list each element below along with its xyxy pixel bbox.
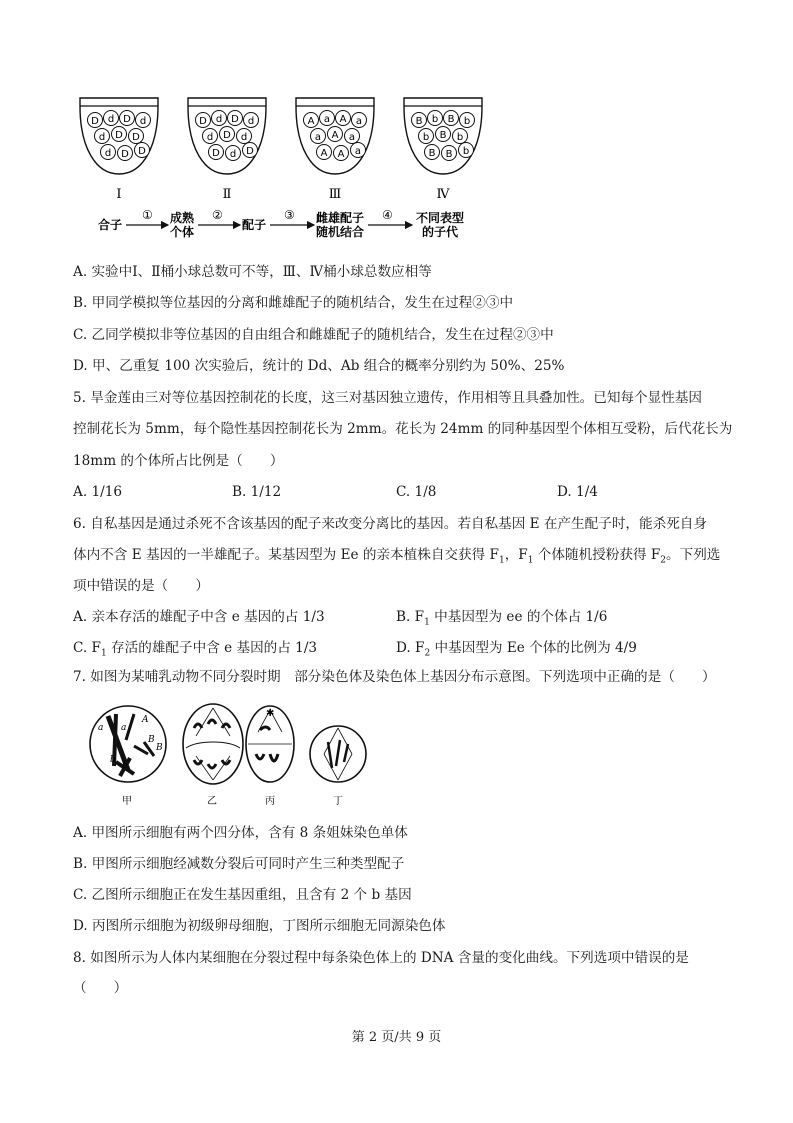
q5-stem-line-3: 18mm 的个体所占比例是（ ） xyxy=(73,453,284,469)
q5-option-c: C. 1/8 xyxy=(396,484,437,500)
q6-option-c xyxy=(73,639,317,663)
flow-step-4: ④ xyxy=(382,208,393,222)
flow-gamete: 配子 xyxy=(242,218,267,232)
gene-a-label: a xyxy=(98,723,104,733)
cell-bing xyxy=(246,706,294,807)
q8-stem-line-1: 8. 如图所示为人体内某细胞在分裂过程中每条染色体上的 DNA 含量的变化曲线。下列选项中错误的是 xyxy=(73,950,689,966)
process-flow xyxy=(98,208,464,239)
ball: A xyxy=(337,149,345,160)
ball: A xyxy=(331,130,339,141)
q6-text: 个体随机授粉获得 F xyxy=(533,547,661,563)
cell-division-figure xyxy=(86,700,376,812)
bucket-3 xyxy=(296,98,374,202)
q4-option-a: A. 实验中Ⅰ、Ⅱ桶小球总数可不等，Ⅲ、Ⅳ桶小球总数应相等 xyxy=(73,264,432,280)
q6-text: C. F xyxy=(73,640,101,656)
subscript: 1 xyxy=(498,555,505,566)
star-icon: ✱ xyxy=(266,708,275,719)
ball: d xyxy=(98,132,106,143)
cell-label: 甲 xyxy=(122,796,132,807)
q6-text: 中基因型为 Ee 个体的比例为 4/9 xyxy=(430,640,637,656)
q7-option-d: D. 丙图所示细胞为初级卵母细胞，丁图所示细胞无同源染色体 xyxy=(73,918,446,934)
ball: B xyxy=(428,148,436,159)
ball: D xyxy=(223,130,231,141)
flow-mature-1: 成熟 xyxy=(170,211,195,225)
ball: a xyxy=(348,132,356,143)
ball: B xyxy=(447,114,455,125)
q6-option-a: A. 亲本存活的雄配子中含 e 基因的占 1/3 xyxy=(73,609,325,625)
ball: B xyxy=(439,130,447,141)
subscript: 1 xyxy=(424,617,430,628)
q6-option-b xyxy=(396,608,607,632)
q4-option-d: D. 甲、乙重复 100 次实验后，统计的 Dd、Ab 组合的概率分别约为 50%、25% xyxy=(73,358,565,374)
ball: D xyxy=(115,130,123,141)
ball: d xyxy=(240,132,248,143)
ball: d xyxy=(247,116,255,127)
q6-text: B. F xyxy=(396,609,425,625)
q7-option-c: C. 乙图所示细胞正在发生基因重组，且含有 2 个 b 基因 xyxy=(73,887,412,903)
ball: a xyxy=(323,114,331,125)
q6-stem-line-3: 项中错误的是（ ） xyxy=(73,578,209,594)
q8-stem-line-2: （ ） xyxy=(73,980,128,996)
q5-option-d: D. 1/4 xyxy=(557,484,598,500)
q6-stem-line-1: 6. 自私基因是通过杀死不含该基因的配子来改变分离比的基因。若自私基因 E 在产生配子时，能杀死自身 xyxy=(73,516,707,532)
bucket-label: Ⅰ xyxy=(116,187,122,202)
gene-b-label: b xyxy=(122,761,128,771)
ball: D xyxy=(138,146,146,157)
cell-ding xyxy=(310,726,366,807)
flow-fertilization-2: 随机结合 xyxy=(316,225,365,239)
q6-text: 体内不含 E 基因的一半雄配子。某基因型为 Ee 的亲本植株自交获得 F xyxy=(73,547,499,563)
q7-stem: 7. 如图为某哺乳动物不同分裂时期 部分染色体及染色体上基因分布示意图。下列选项中正确的是（ ） xyxy=(73,669,716,685)
flow-offspring-1: 不同表型 xyxy=(416,211,465,225)
ball: a xyxy=(355,116,363,127)
flow-mature-2: 个体 xyxy=(170,225,195,239)
flow-step-2: ② xyxy=(212,208,223,222)
bucket-3-balls xyxy=(304,111,367,161)
gene-B-label: B xyxy=(148,735,155,745)
ball: d xyxy=(139,116,147,127)
cell-label: 丙 xyxy=(265,796,275,807)
q4-option-b: B. 甲同学模拟等位基因的分离和雌雄配子的随机结合，发生在过程②③中 xyxy=(73,295,514,311)
ball: a xyxy=(354,146,362,157)
q5-option-b: B. 1/12 xyxy=(232,484,282,500)
gene-b-label: b xyxy=(110,755,116,765)
bucket-1 xyxy=(80,98,158,202)
q6-option-d xyxy=(396,639,637,663)
q6-text: 中基因型为 ee 的个体占 1/6 xyxy=(429,609,608,625)
q5-stem-line-2: 控制花长为 5mm，每个隐性基因控制花长为 2mm。花长为 24mm 的同种基因型个体相互受粉，后代花长为 xyxy=(73,421,733,437)
ball: d xyxy=(206,132,214,143)
flow-fertilization-1: 雌雄配子 xyxy=(316,211,365,225)
cell-yi xyxy=(183,704,243,807)
cell-jia xyxy=(90,706,166,807)
ball: D xyxy=(132,132,140,143)
ball: B xyxy=(415,116,423,127)
ball: A xyxy=(307,116,315,127)
ball: b xyxy=(456,132,464,143)
subscript: 1 xyxy=(527,555,534,566)
bucket-label: Ⅲ xyxy=(328,187,342,202)
gene-A-label: A xyxy=(142,715,149,725)
cell-label: 乙 xyxy=(207,796,217,807)
ball: A xyxy=(339,114,347,125)
ball: b xyxy=(463,116,471,127)
flow-step-3: ③ xyxy=(284,208,295,222)
ball: D xyxy=(123,114,131,125)
ball: b xyxy=(431,114,439,125)
bucket-label: Ⅳ xyxy=(436,187,450,202)
flow-step-1: ① xyxy=(142,208,153,222)
ball: B xyxy=(445,149,453,160)
ball: D xyxy=(231,114,239,125)
bucket-figure xyxy=(70,92,490,252)
subscript: 2 xyxy=(660,555,667,566)
gene-a-label: a xyxy=(121,723,127,733)
bucket-4 xyxy=(404,98,482,202)
q6-text: 。下列选 xyxy=(666,547,721,563)
q7-option-b: B. 甲图所示细胞经减数分裂后可同时产生三种类型配子 xyxy=(73,856,405,872)
q6-stem-line-2 xyxy=(73,546,720,570)
q6-text: 存活的雄配子中含 e 基因的占 1/3 xyxy=(106,640,318,656)
ball: a xyxy=(314,132,322,143)
bucket-2 xyxy=(188,98,266,202)
ball: b xyxy=(462,146,470,157)
ball: d xyxy=(107,114,115,125)
q5-option-a: A. 1/16 xyxy=(73,484,122,500)
ball: d xyxy=(229,149,237,160)
bucket-4-balls xyxy=(412,111,475,161)
gene-B-label: B xyxy=(156,743,163,753)
ball: D xyxy=(121,149,129,160)
ball: D xyxy=(199,116,207,127)
bucket-2-balls xyxy=(196,111,259,161)
cell-label: 丁 xyxy=(333,796,343,807)
subscript: 2 xyxy=(424,648,431,659)
flow-zygote: 合子 xyxy=(98,218,123,232)
q7-option-a: A. 甲图所示细胞有两个四分体，含有 8 条姐妹染色单体 xyxy=(73,825,408,841)
bucket-1-balls xyxy=(88,111,151,161)
ball: d xyxy=(215,114,223,125)
ball: b xyxy=(422,132,430,143)
bucket-label: Ⅱ xyxy=(222,187,232,202)
ball: d xyxy=(104,148,112,159)
ball: D xyxy=(212,148,220,159)
page-footer: 第 2 页/共 9 页 xyxy=(351,1030,442,1045)
q6-text: D. F xyxy=(396,640,425,656)
q5-stem-line-1: 5. 旱金莲由三对等位基因控制花的长度，这三对基因独立遗传，作用相等且具叠加性。已知每个显性基因 xyxy=(73,390,703,406)
q4-option-c: C. 乙同学模拟非等位基因的自由组合和雌雄配子的随机结合，发生在过程②③中 xyxy=(73,327,554,343)
ball: A xyxy=(320,148,328,159)
ball: D xyxy=(246,146,254,157)
ball: D xyxy=(91,116,99,127)
subscript: 1 xyxy=(101,648,107,659)
q6-text: ，F xyxy=(504,547,528,563)
flow-offspring-2: 的子代 xyxy=(422,225,459,239)
